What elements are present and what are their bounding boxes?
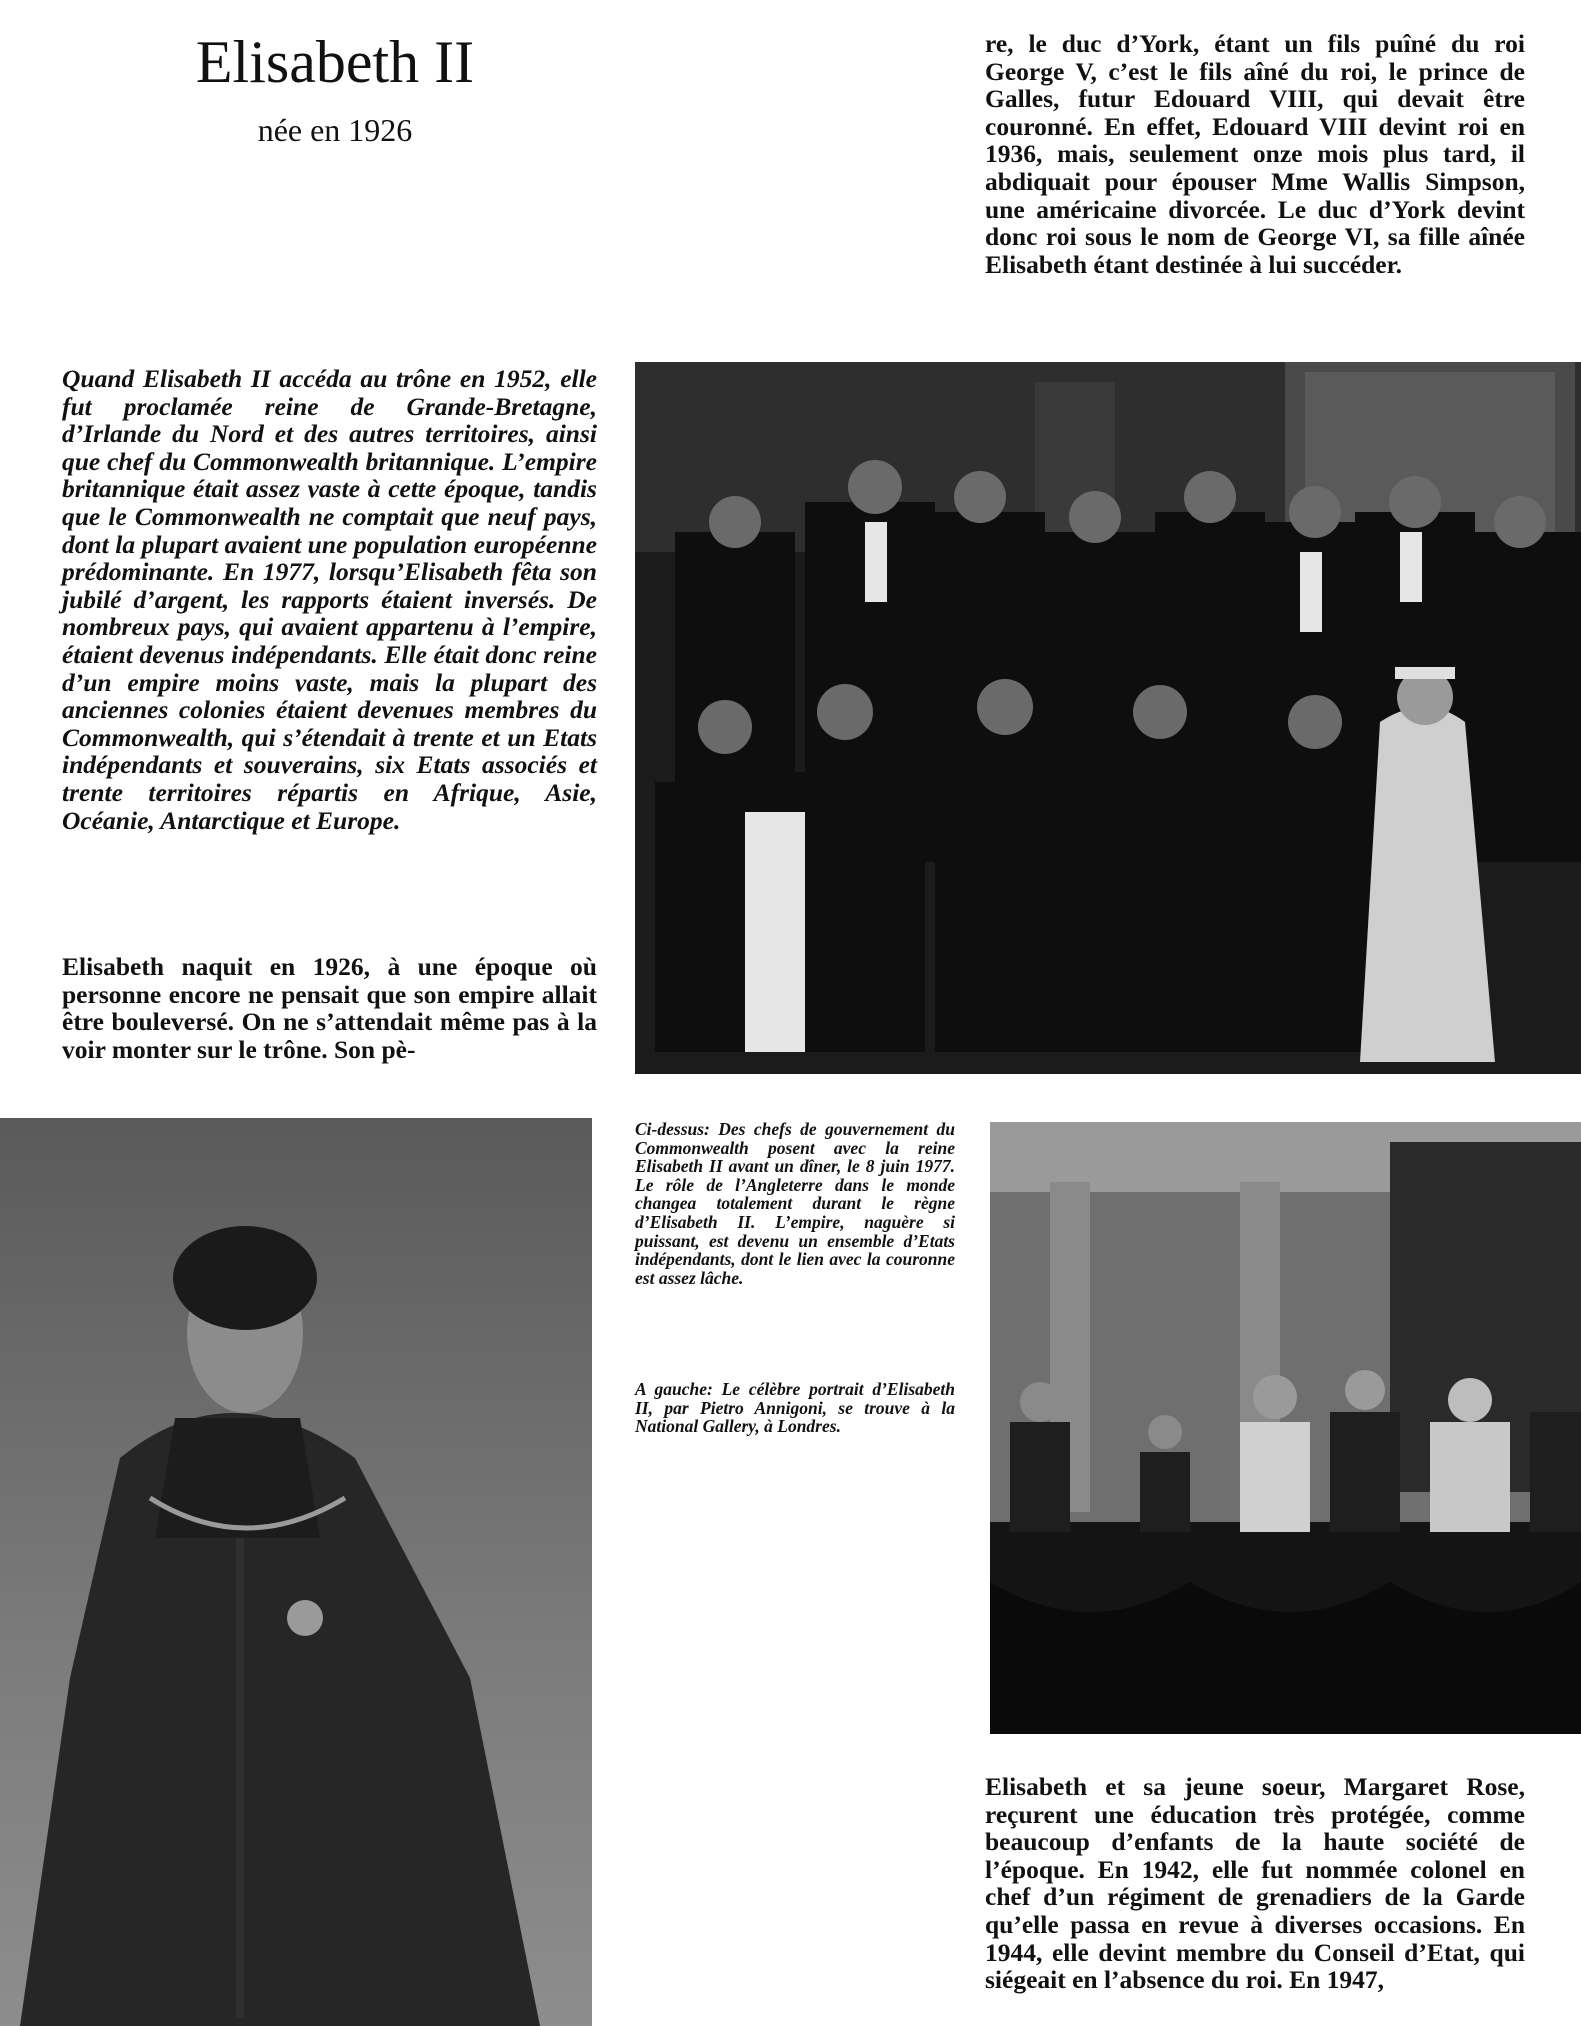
caption-above: Ci-dessus: Des chefs de gouvernement du Commonwealth posent avec la reine Elisabeth II avant un dîner, le 8 juin 1977. Le rôle de l’Angleterre dans le monde changea totalement durant le règne d’Elisabeth II. L’empire, naguère si puissant, est devenu un ensemble d’Etats indépendants, dont le lien avec la couronne est assez lâche. (635, 1119, 955, 1288)
page-title: Elisabeth II (195, 29, 475, 95)
caption-left: A gauche: Le célèbre portrait d’Elisabeth II, par Pietro Annigoni, se trouve à la National Gallery, à Londres. (635, 1379, 955, 1437)
balcony-image (990, 1122, 1581, 1734)
commonwealth-group-photo (635, 362, 1581, 1074)
bottom-right-paragraph: Elisabeth et sa jeune soeur, Margaret Rose, reçurent une éducation très protégée, comme beaucoup d’enfants de la haute société de l’époque. En 1942, elle fut nommée colonel en chef d’un régiment de grenadiers de la Garde qu’elle passa en revue à diverses occasions. En 1944, elle devint membre du Conseil d’Etat, qui siégeait en l’absence du roi. En 1947, (985, 1772, 1525, 1995)
page-subtitle: née en 1926 (257, 112, 413, 148)
balcony-photo (990, 1122, 1581, 1734)
group-photo-image (635, 362, 1581, 1074)
intro-paragraph: Quand Elisabeth II accéda au trône en 1952, elle fut proclamée reine de Grande-Bretagne, d’Irlande du Nord et des autres territoires, ainsi que chef du Commonwealth britannique. L’empire britannique était assez vaste à cette époque, tandis que le Commonwealth ne comptait que neuf pays, dont la plupart avaient une population européenne prédominante. En 1977, lorsqu’Elisabeth fêta son jubilé d’argent, les rapports étaient inversés. De nombreux pays, qui avaient appartenu à l’empire, étaient devenus indépendants. Elle était donc reine d’un empire moins vaste, mais la plupart des anciennes colonies étaient devenues membres du Commonwealth, qui s’étendait à trente et un Etats indépendants et souverains, six Etats associés et trente territoires répartis en Afrique, Asie, Océanie, Antarctique et Europe. (62, 364, 597, 835)
top-right-paragraph: re, le duc d’York, étant un fils puîné du roi George V, c’est le fils aîné du roi, le prince de Galles, futur Edouard VIII, qui devait être couronné. En effet, Edouard VIII devint roi en 1936, mais, seulement onze mois plus tard, il abdiquait pour épouser Mme Wallis Simpson, une américaine divorcée. Le duc d’York devint donc roi sous le nom de George VI, sa fille aînée Elisabeth étant destinée à lui succéder. (985, 29, 1525, 279)
portrait-image (0, 1118, 592, 2026)
annigoni-portrait-photo (0, 1118, 592, 2026)
birth-paragraph: Elisabeth naquit en 1926, à une époque où personne encore ne pensait que son empire allait être bouleversé. On ne s’attendait même pas à la voir monter sur le trône. Son pè- (62, 952, 597, 1064)
